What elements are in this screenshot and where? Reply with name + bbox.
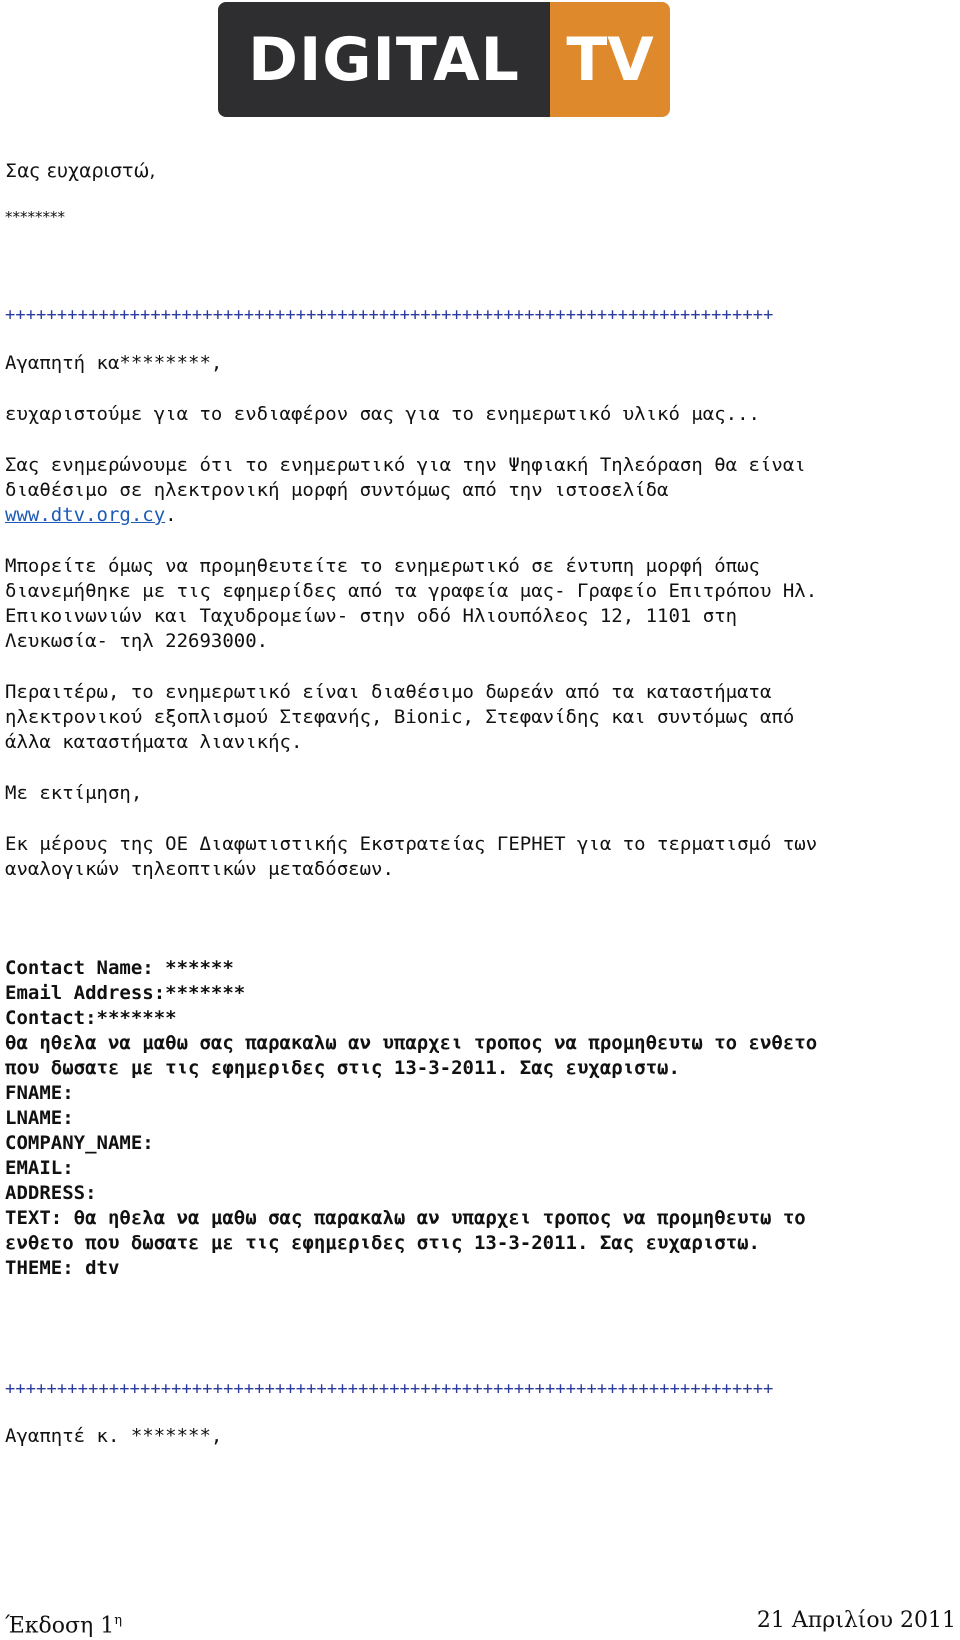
- logo-tv-text: TV: [550, 2, 670, 117]
- reply-paragraph-1: ευχαριστούμε για το ενδιαφέρον σας για το ενημερωτικό υλικό μας...: [5, 403, 760, 425]
- stars-line: ********: [5, 208, 65, 226]
- form-message-line-2: που δωσατε με τις εφημεριδες στις 13-3-2011. Σας ευχαριστω.: [5, 1057, 680, 1079]
- form-email-address: Email Address:*******: [5, 982, 246, 1004]
- reply-paragraph-2-line-2: διαθέσιμο σε ηλεκτρονική μορφή συντόμως από την ιστοσελίδα: [5, 479, 669, 501]
- reply-paragraph-2-line-3: [5, 502, 177, 528]
- separator-top: ++++++++++++++++++++++++++++++++++++++++++++++++++++++++++++++++++++++++++: [5, 305, 774, 325]
- reply-paragraph-3-line-4: Λευκωσία- τηλ 22693000.: [5, 630, 269, 652]
- form-message-line-1: θα ηθελα να μαθω σας παρακαλω αν υπαρχει τροπος να προμηθευτω το ενθετο: [5, 1032, 818, 1054]
- form-lname: LNAME:: [5, 1107, 74, 1129]
- period: .: [165, 504, 177, 526]
- form-text-line-1: TEXT: θα ηθελα να μαθω σας παρακαλω αν υπαρχει τροπος να προμηθευτω το: [5, 1207, 806, 1229]
- separator-bottom: ++++++++++++++++++++++++++++++++++++++++++++++++++++++++++++++++++++++++++: [5, 1379, 774, 1399]
- form-contact-name: Contact Name: ******: [5, 957, 234, 979]
- digital-tv-logo: [218, 2, 670, 117]
- form-theme: THEME: dtv: [5, 1257, 120, 1279]
- dtv-website-link[interactable]: www.dtv.org.cy: [5, 504, 166, 526]
- reply-signature-line-2: αναλογικών τηλεοπτικών μεταδόσεων.: [5, 858, 394, 880]
- reply-paragraph-3-line-1: Μπορείτε όμως να προμηθευτείτε το ενημερωτικό σε έντυπη μορφή όπως: [5, 555, 760, 577]
- reply-paragraph-2-line-1: Σας ενημερώνουμε ότι το ενημερωτικό για την Ψηφιακή Τηλεόραση θα είναι: [5, 454, 806, 476]
- reply-paragraph-4-line-2: ηλεκτρονικού εξοπλισμού Στεφανής, Bionic, Στεφανίδης και συντόμως από: [5, 706, 795, 728]
- reply-signature-line-1: Εκ μέρους της ΟΕ Διαφωτιστικής Εκστρατείας ΓΕΡΗΕΤ για το τερματισμό των: [5, 833, 818, 855]
- reply-paragraph-4-line-3: άλλα καταστήματα λιανικής.: [5, 731, 303, 753]
- footer-date: 21 Απριλίου 2011: [756, 1608, 956, 1633]
- reply-paragraph-3-line-3: Επικοινωνιών και Ταχυδρομείων- στην οδό Ηλιουπόλεος 12, 1101 στη: [5, 605, 738, 627]
- form-text-line-2: ενθετο που δωσατε με τις εφημεριδες στις 13-3-2011. Σας ευχαριστω.: [5, 1232, 760, 1254]
- form-contact: Contact:*******: [5, 1007, 177, 1029]
- edition-text: Έκδοση 1: [5, 1613, 115, 1639]
- reply-salutation: Αγαπητή κα********,: [5, 352, 223, 374]
- reply-paragraph-3-line-2: διανεμήθηκε με τις εφημερίδες από τα γραφεία μας- Γραφείο Επιτρόπου Ηλ.: [5, 580, 818, 602]
- form-fname: FNAME:: [5, 1082, 74, 1104]
- edition-superscript: η: [114, 1613, 123, 1628]
- second-salutation: Αγαπητέ κ. *******,: [5, 1425, 223, 1447]
- reply-paragraph-4-line-1: Περαιτέρω, το ενημερωτικό είναι διαθέσιμο δωρεάν από τα καταστήματα: [5, 681, 772, 703]
- form-address: ADDRESS:: [5, 1182, 97, 1204]
- form-company-name: COMPANY_NAME:: [5, 1132, 154, 1154]
- reply-closing: Με εκτίμηση,: [5, 782, 143, 804]
- logo-digital-text: DIGITAL: [218, 2, 550, 117]
- greeting: Σας ευχαριστώ,: [5, 160, 156, 182]
- form-email: EMAIL:: [5, 1157, 74, 1179]
- edition-label: [5, 1607, 122, 1640]
